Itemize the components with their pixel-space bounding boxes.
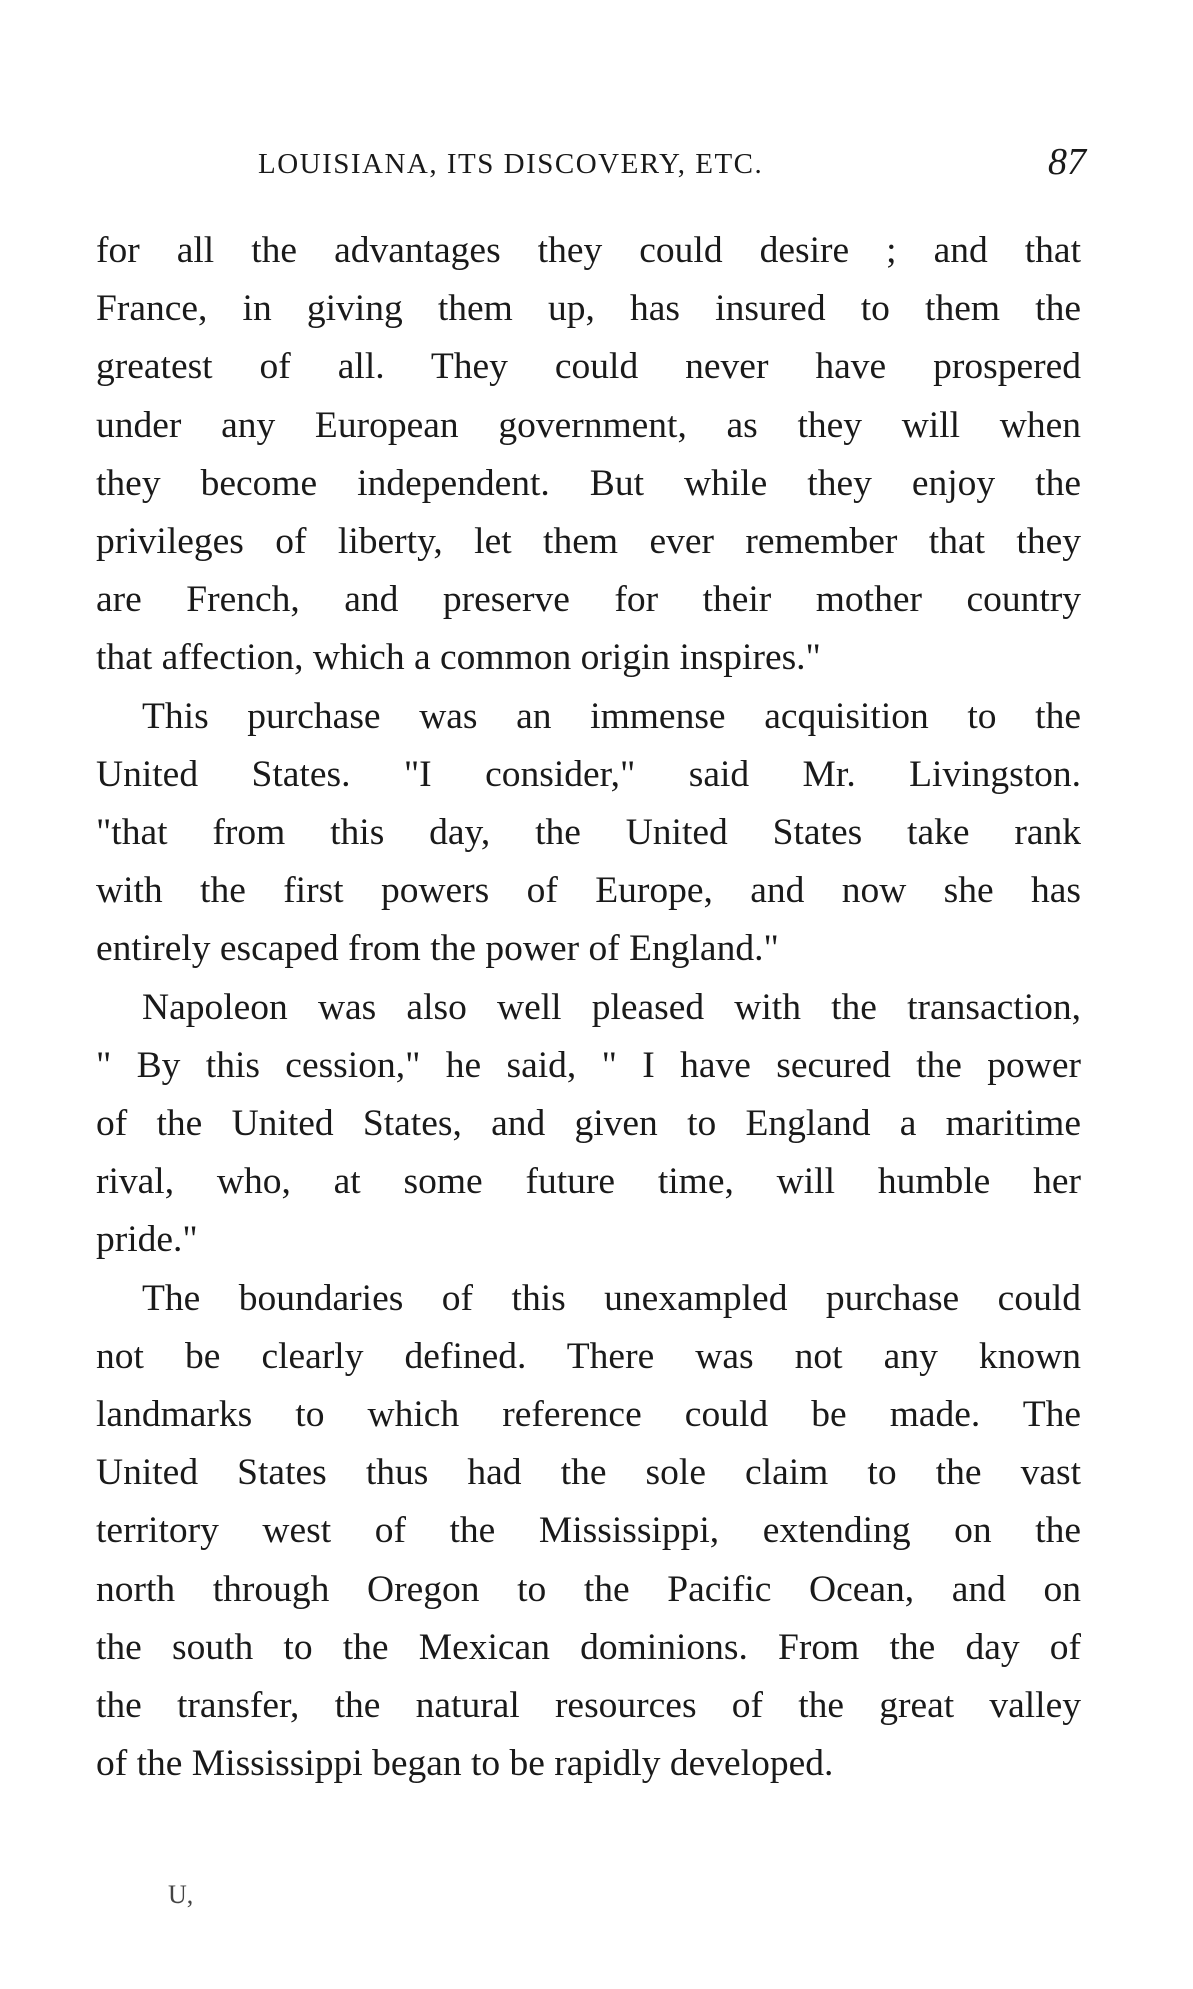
text-line: greatest of all. They could never have prospered xyxy=(96,346,1081,388)
text-line: pride." xyxy=(96,1219,198,1261)
text-line: the south to the Mexican dominions. From the day of xyxy=(96,1626,1081,1668)
text-line: not be clearly defined. There was not any known xyxy=(96,1335,1081,1377)
text-line: of the Mississippi began to be rapidly developed. xyxy=(96,1743,834,1785)
text-line: rival, who, at some future time, will humble her xyxy=(96,1161,1081,1203)
running-head-title: LOUISIANA, ITS DISCOVERY, ETC. xyxy=(258,148,764,180)
running-head xyxy=(96,140,1086,190)
text-line: United States. "I consider," said Mr. Livingston. xyxy=(96,753,1081,795)
text-line: entirely escaped from the power of England." xyxy=(96,928,779,970)
page-number: 87 xyxy=(1048,141,1086,183)
text-line: the transfer, the natural resources of the great valley xyxy=(96,1685,1081,1727)
text-line: they become independent. But while they enjoy the xyxy=(96,462,1081,504)
text-line: of the United States, and given to England a maritime xyxy=(96,1103,1081,1145)
text-line: landmarks to which reference could be made. The xyxy=(96,1394,1081,1436)
paragraph-3 xyxy=(96,979,1081,1270)
text-line: north through Oregon to the Pacific Ocean, and on xyxy=(96,1568,1081,1610)
text-line: that affection, which a common origin inspires." xyxy=(96,637,821,679)
text-line: territory west of the Mississippi, extending on the xyxy=(96,1510,1081,1552)
paragraph-4 xyxy=(96,1270,1081,1794)
text-line: "that from this day, the United States take rank xyxy=(96,812,1081,854)
text-line: for all the advantages they could desire ; and that xyxy=(96,230,1081,271)
text-line: France, in giving them up, has insured to them the xyxy=(96,288,1081,330)
text-line: with the first powers of Europe, and now she has xyxy=(96,870,1081,912)
text-line: United States thus had the sole claim to the vast xyxy=(96,1452,1081,1494)
body-text xyxy=(96,222,1081,1793)
text-line: " By this cession," he said, " I have secured the power xyxy=(96,1044,1081,1086)
text-line: privileges of liberty, let them ever remember that they xyxy=(96,521,1081,563)
paragraph-2 xyxy=(96,688,1081,979)
paragraph-1 xyxy=(96,222,1081,688)
text-line: Napoleon was also well pleased with the transaction, xyxy=(142,986,1081,1028)
text-line: The boundaries of this unexampled purchase could xyxy=(142,1277,1081,1319)
text-line: This purchase was an immense acquisition to the xyxy=(142,695,1081,737)
text-line: are French, and preserve for their mother country xyxy=(96,579,1081,621)
text-line: under any European government, as they will when xyxy=(96,404,1081,446)
signature-mark: U, xyxy=(168,1880,194,1909)
